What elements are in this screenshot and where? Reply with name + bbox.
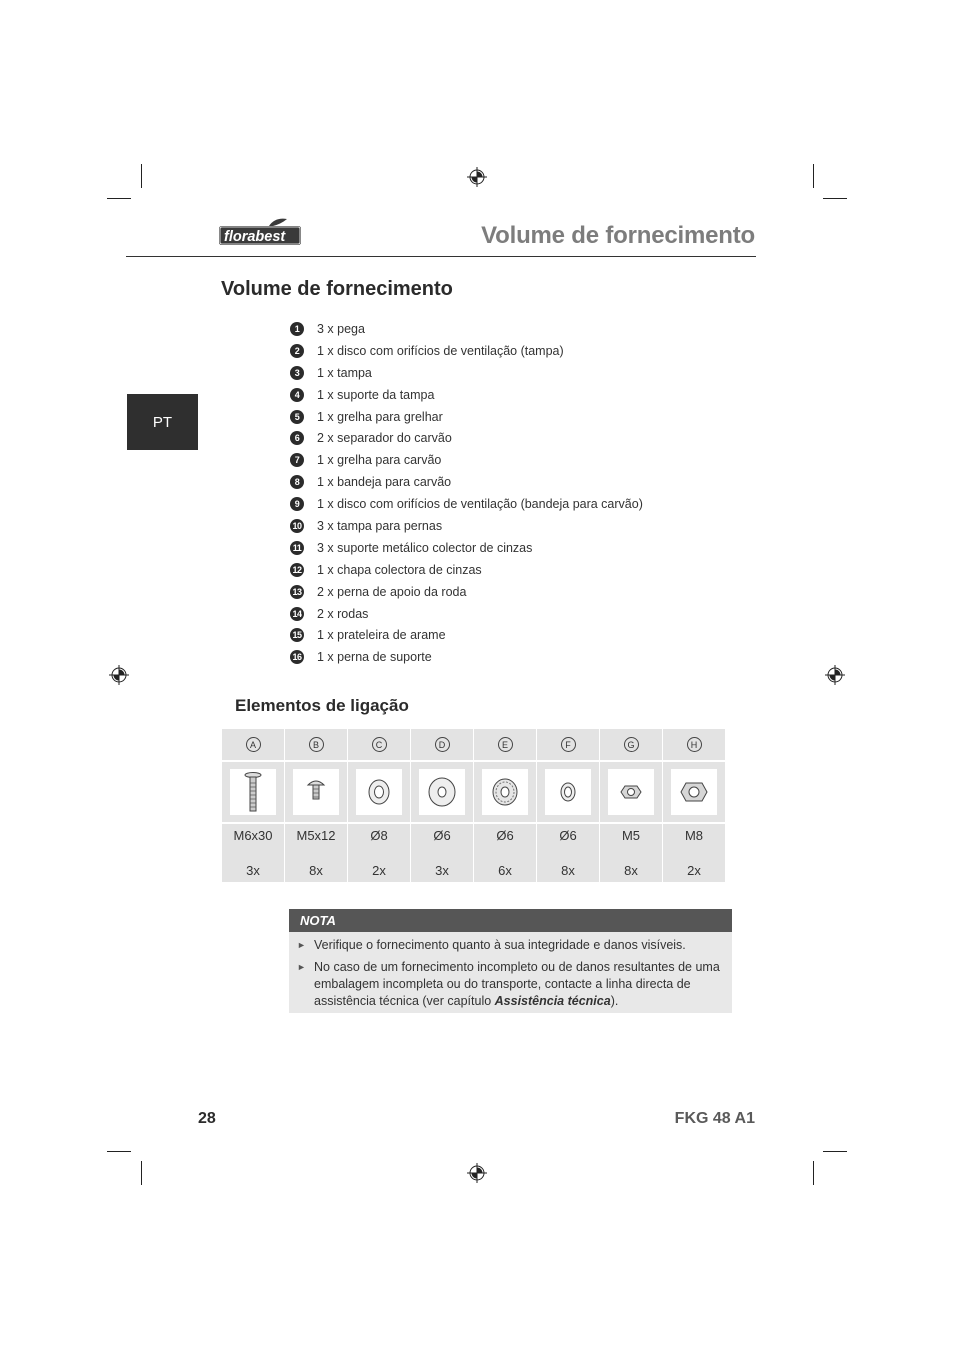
item-text: 1 x disco com orifícios de ventilação (tampa) — [317, 343, 564, 358]
note-text: No caso de um fornecimento incompleto ou de danos resultantes de uma embalagem incompleta ou do transporte, contacte a linha directa de assistência técnica (ver capítulo Assistência técnica). — [314, 960, 720, 1008]
item-number: 14 — [290, 607, 304, 621]
item-text: 1 x bandeja para carvão — [317, 475, 452, 490]
item-text: 3 x pega — [317, 321, 365, 336]
fastener-letter: F — [561, 737, 576, 752]
item-number: 10 — [290, 519, 304, 533]
list-item — [289, 340, 739, 362]
hex-nut-icon — [608, 769, 654, 815]
note-item — [297, 937, 725, 954]
fastener-column — [285, 729, 347, 882]
fastener-size: Ø6 — [496, 828, 514, 843]
note-box — [289, 909, 732, 1013]
fastener-column — [663, 729, 725, 882]
fastener-column — [600, 729, 662, 882]
hex-nut-icon — [671, 769, 717, 815]
list-item — [289, 624, 739, 646]
item-text: 3 x suporte metálico colector de cinzas — [317, 540, 533, 555]
item-number: 1 — [290, 322, 304, 336]
item-text: 2 x separador do carvão — [317, 431, 452, 446]
small-washer-icon — [545, 769, 591, 815]
list-item — [289, 537, 739, 559]
item-text: 1 x perna de suporte — [317, 650, 432, 665]
fastener-size: M8 — [684, 828, 704, 843]
note-item — [297, 959, 725, 1010]
fastener-quantity: 8x — [561, 863, 575, 878]
fastener-letter: G — [624, 737, 639, 752]
fastener-size: M6x30 — [233, 828, 273, 843]
list-item — [289, 406, 739, 428]
item-text: 2 x rodas — [317, 606, 369, 621]
fastener-quantity: 3x — [435, 863, 449, 878]
crop-mark — [107, 198, 131, 199]
list-item — [289, 449, 739, 471]
washer-icon — [419, 769, 465, 815]
item-number: 8 — [290, 475, 304, 489]
list-item — [289, 471, 739, 493]
note-text: Verifique o fornecimento quanto à sua integridade e danos visíveis. — [314, 938, 686, 952]
note-reference: Assistência técnica — [494, 994, 611, 1008]
note-heading: NOTA — [289, 909, 732, 932]
crop-mark — [813, 164, 814, 188]
fastener-quantity: 2x — [687, 863, 701, 878]
fastener-quantity: 8x — [309, 863, 323, 878]
delivery-list — [289, 318, 739, 668]
fastener-size: M5 — [621, 828, 641, 843]
page-title: Volume de fornecimento — [481, 222, 755, 249]
fastener-quantity: 6x — [498, 863, 512, 878]
fastener-letter: D — [435, 737, 450, 752]
list-item — [289, 559, 739, 581]
item-text: 3 x tampa para pernas — [317, 518, 443, 533]
item-text: 1 x disco com orifícios de ventilação (bandeja para carvão) — [317, 497, 643, 512]
fastener-column — [222, 729, 284, 882]
header-rule — [126, 256, 756, 257]
brand-logo — [219, 218, 303, 248]
item-text: 2 x perna de apoio da roda — [317, 584, 467, 599]
fastener-letter: A — [246, 737, 261, 752]
crop-mark — [107, 1151, 131, 1152]
item-number: 16 — [290, 650, 304, 664]
fastener-letter: C — [372, 737, 387, 752]
list-item — [289, 603, 739, 625]
list-item — [289, 646, 739, 668]
item-number: 3 — [290, 366, 304, 380]
item-number: 12 — [290, 563, 304, 577]
fastener-quantity: 3x — [246, 863, 260, 878]
fastener-column — [411, 729, 473, 882]
crop-mark — [141, 1161, 142, 1185]
list-item — [289, 427, 739, 449]
registration-mark-icon — [109, 665, 129, 685]
item-text: 1 x prateleira de arame — [317, 628, 446, 643]
registration-mark-icon — [467, 1163, 487, 1183]
list-item — [289, 362, 739, 384]
list-item — [289, 384, 739, 406]
fasteners-table — [222, 729, 726, 882]
fastener-quantity: 8x — [624, 863, 638, 878]
registration-mark-icon — [825, 665, 845, 685]
page-number: 28 — [198, 1110, 216, 1127]
section-title: Volume de fornecimento — [221, 278, 453, 300]
fastener-column — [348, 729, 410, 882]
fasteners-title: Elementos de ligação — [235, 696, 409, 715]
list-item — [289, 515, 739, 537]
long-bolt-icon — [230, 769, 276, 815]
crop-mark — [813, 1161, 814, 1185]
list-item — [289, 493, 739, 515]
item-number: 15 — [290, 628, 304, 642]
item-number: 6 — [290, 431, 304, 445]
item-text: 1 x grelha para carvão — [317, 453, 442, 468]
list-item — [289, 318, 739, 340]
item-number: 11 — [290, 541, 304, 555]
model-number: FKG 48 A1 — [674, 1110, 755, 1127]
fastener-size: M5x12 — [296, 828, 336, 843]
item-text: 1 x chapa colectora de cinzas — [317, 562, 482, 577]
washer-icon — [356, 769, 402, 815]
crop-mark — [823, 198, 847, 199]
language-tab: PT — [127, 394, 198, 450]
fastener-column — [474, 729, 536, 882]
fastener-size: Ø6 — [559, 828, 577, 843]
fastener-letter: E — [498, 737, 513, 752]
svg-text:florabest: florabest — [224, 229, 286, 245]
item-text: 1 x suporte da tampa — [317, 387, 435, 402]
fastener-letter: H — [687, 737, 702, 752]
item-number: 13 — [290, 585, 304, 599]
crop-mark — [141, 164, 142, 188]
registration-mark-icon — [467, 167, 487, 187]
crop-mark — [823, 1151, 847, 1152]
item-number: 2 — [290, 344, 304, 358]
item-number: 5 — [290, 410, 304, 424]
item-number: 4 — [290, 388, 304, 402]
arrow-right-icon: ► — [297, 940, 306, 950]
short-bolt-icon — [293, 769, 339, 815]
item-number: 7 — [290, 453, 304, 467]
item-text: 1 x tampa — [317, 365, 372, 380]
list-item — [289, 581, 739, 603]
item-number: 9 — [290, 497, 304, 511]
fastener-size: Ø6 — [433, 828, 451, 843]
fastener-letter: B — [309, 737, 324, 752]
arrow-right-icon: ► — [297, 962, 306, 972]
spring-washer-icon — [482, 769, 528, 815]
fastener-size: Ø8 — [370, 828, 388, 843]
item-text: 1 x grelha para grelhar — [317, 409, 443, 424]
fastener-quantity: 2x — [372, 863, 386, 878]
leaf-icon — [269, 219, 287, 226]
fastener-column — [537, 729, 599, 882]
